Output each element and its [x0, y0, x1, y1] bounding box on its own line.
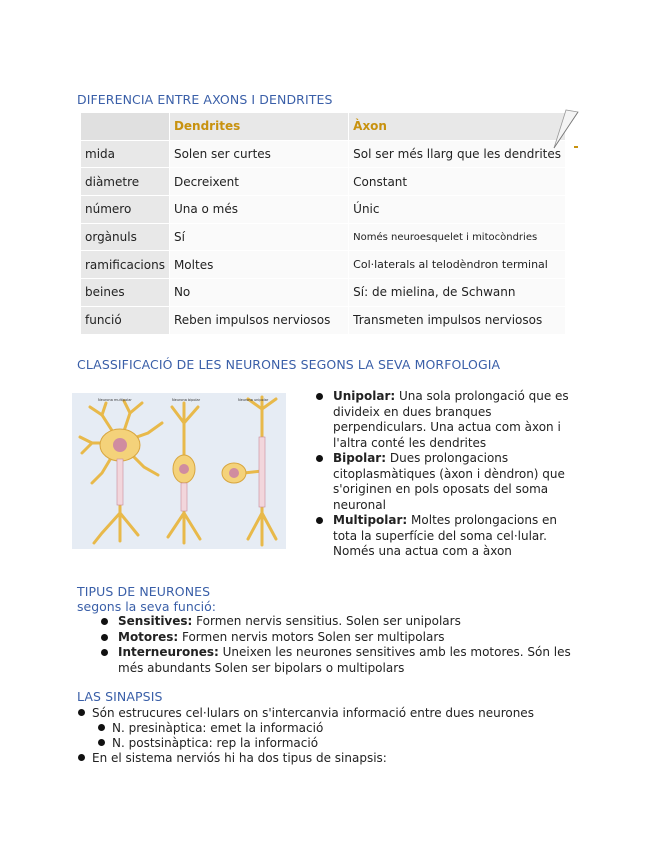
postsynaptic-item: [98, 736, 318, 750]
bullet-icon: [98, 724, 105, 731]
section-title-neuron-types: TIPUS DE NEURONES: [77, 584, 211, 599]
table-header-row: [81, 113, 566, 141]
table-cell: Solen ser curtes: [169, 140, 348, 168]
list-item-text: Moltes prolongacions en tota la superfície del soma cel·lular. Només una actua com a àxon: [333, 513, 558, 558]
list-item-text: Una sola prolongació que es divideix en dues branques perpendiculars. Una actua com àxon i l'altra conté les dendrites: [333, 389, 569, 450]
bullet-icon: [101, 618, 108, 625]
bullet-icon: [101, 634, 108, 641]
list-item-term: Bipolar:: [333, 451, 387, 465]
section-subtitle: segons la seva funció:: [77, 599, 216, 614]
neuron-diagram-icon: [72, 393, 286, 549]
comparison-table: [80, 112, 566, 335]
list-item-term: Multipolar:: [333, 513, 408, 527]
list-item-term: Sensitives:: [118, 614, 193, 628]
list-item-text: En el sistema nerviós hi ha dos tipus de sinapsis:: [92, 751, 387, 765]
table-row: [81, 251, 566, 279]
table-cell: ramificacions: [81, 251, 170, 279]
bullet-icon: [78, 709, 85, 716]
table-cell: Sol ser més llarg que les dendrites: [349, 140, 566, 168]
table-cell: Una o més: [169, 196, 348, 224]
neuron-types-illustration: [72, 393, 286, 549]
table-cell: funció: [81, 306, 170, 334]
synapse-definition: [78, 706, 534, 720]
section-title-axons-dendrites: DIFERENCIA ENTRE AXONS I DENDRITES: [77, 92, 333, 107]
morphology-list: [313, 389, 575, 560]
table-cell: Reben impulsos nerviosos: [169, 306, 348, 334]
list-item-text: N. postsinàptica: rep la informació: [112, 736, 319, 750]
section-title-synapses: LAS SINAPSIS: [77, 689, 163, 704]
table-header-cell: Dendrites: [169, 113, 348, 141]
table-row: [81, 168, 566, 196]
table-row: [81, 196, 566, 224]
synapse-types-item: [78, 751, 387, 765]
figure-label: Neurona unipolar: [238, 398, 269, 402]
table-cell: Sí: de mielina, de Schwann: [349, 279, 566, 307]
figure-label: Neurona bipolar: [172, 398, 201, 402]
table-cell: orgànuls: [81, 223, 170, 251]
bullet-icon: [78, 754, 85, 761]
list-item: [313, 451, 575, 513]
table-cell: No: [169, 279, 348, 307]
table-cell: diàmetre: [81, 168, 170, 196]
bullet-icon: [98, 739, 105, 746]
figure-label: Neurona multipolar: [98, 398, 132, 402]
table-header-cell: [81, 113, 170, 141]
table-cell: Col·laterals al telodèndron terminal: [349, 251, 566, 279]
list-item-text: Formen nervis sensitius. Solen ser unipolars: [192, 614, 461, 628]
list-item: [313, 513, 575, 560]
list-item: [98, 630, 578, 646]
list-item-text: Són estrucures cel·lulars on s'intercanvia informació entre dues neurones: [92, 706, 534, 720]
table-cell: Constant: [349, 168, 566, 196]
table-cell: Només neuroesquelet i mitocòndries: [349, 223, 566, 251]
list-item-text: Dues prolongacions citoplasmàtiques (àxon i dèndron) que s'originen en pols oposats del soma neuronal: [333, 451, 565, 512]
list-item-term: Motores:: [118, 629, 179, 644]
neuron-function-list: [98, 614, 578, 676]
table-row: [81, 140, 566, 168]
table-cell: Moltes: [169, 251, 348, 279]
list-item-text: Formen nervis motors Solen ser multipolars: [178, 629, 445, 644]
page-curl-icon: [550, 108, 580, 152]
list-item: [98, 614, 578, 630]
bullet-icon: [316, 517, 323, 524]
bullet-icon: [316, 455, 323, 462]
list-item-term: Interneurones:: [118, 645, 219, 659]
bullet-icon: [101, 649, 108, 656]
bullet-icon: [316, 393, 323, 400]
list-item: [313, 389, 575, 451]
table-cell: Sí: [169, 223, 348, 251]
list-item-term: Unipolar:: [333, 389, 396, 403]
table-row: [81, 223, 566, 251]
table-cell: Decreixent: [169, 168, 348, 196]
table-header-cell: Àxon: [349, 113, 566, 141]
table-cell: Transmeten impulsos nerviosos: [349, 306, 566, 334]
table-row: [81, 306, 566, 334]
table-cell: mida: [81, 140, 170, 168]
section-title-morphology: CLASSIFICACIÓ DE LES NEURONES SEGONS LA SEVA MORFOLOGIA: [77, 357, 501, 372]
list-item-text: Uneixen les neurones sensitives amb les motores. Són les més abundants Solen ser bipolars o multipolars: [118, 645, 571, 675]
list-item: [98, 645, 578, 676]
table-cell: Únic: [349, 196, 566, 224]
list-item-text: N. presinàptica: emet la informació: [112, 721, 324, 735]
presynaptic-item: [98, 721, 323, 735]
table-cell: beines: [81, 279, 170, 307]
table-cell: número: [81, 196, 170, 224]
table-row: [81, 279, 566, 307]
